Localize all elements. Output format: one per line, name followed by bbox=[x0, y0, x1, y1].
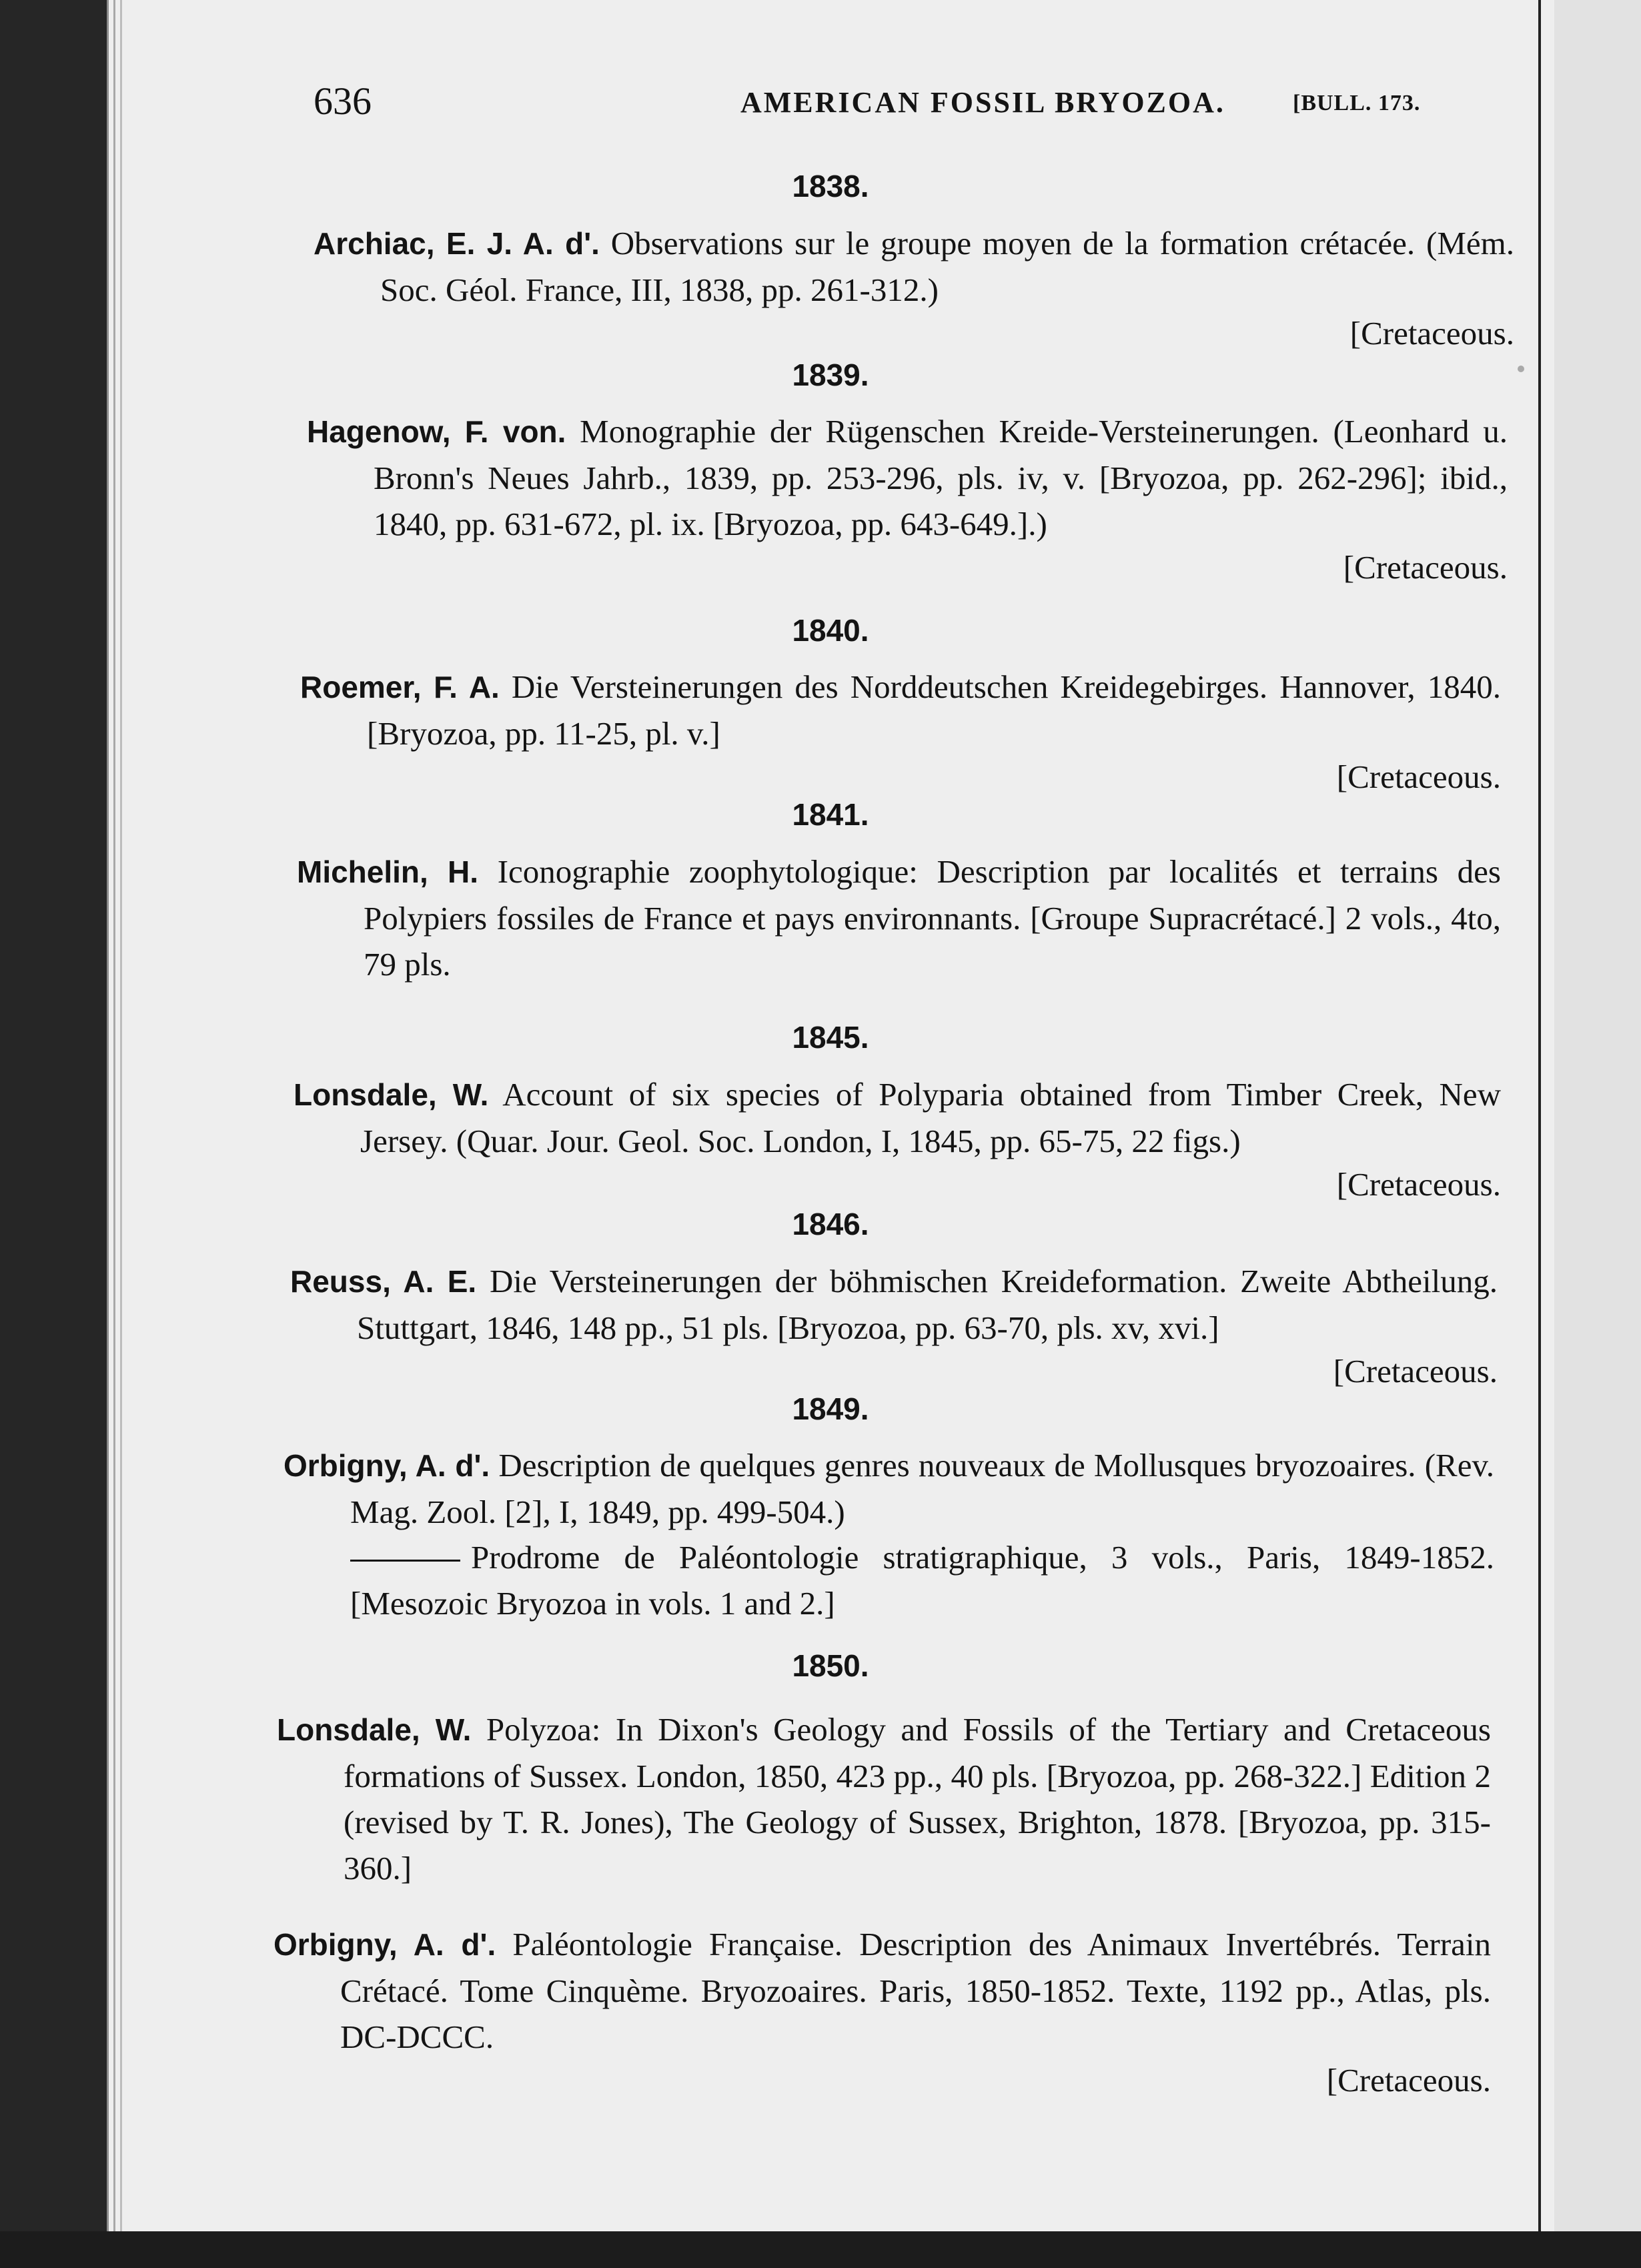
entry-text: Die Versteinerungen des Norddeutschen Kreidegebirges. Hannover, 1840. [Bryozoa, pp. 11-25, pl. v.] bbox=[367, 668, 1502, 752]
entry-author: Lonsdale, W. bbox=[277, 1712, 472, 1747]
page-edge bbox=[113, 0, 115, 2268]
entry-era: [Cretaceous. bbox=[1349, 315, 1514, 352]
entry-text: Observations sur le groupe moyen de la formation crétacée. (Mém. Soc. Géol. France, III, 1838, pp. 261-312.) bbox=[380, 225, 1515, 308]
bulletin-reference: [BULL. 173. bbox=[1293, 91, 1421, 115]
year-heading: 1838. bbox=[792, 169, 869, 203]
page-gutter bbox=[1538, 0, 1541, 2268]
entry-author: Lonsdale, W. bbox=[294, 1077, 489, 1112]
entry-era: [Cretaceous. bbox=[1333, 1353, 1498, 1389]
entry-era: [Cretaceous. bbox=[1336, 1166, 1501, 1203]
bibliography-entry bbox=[290, 1258, 1498, 1394]
page-edge bbox=[107, 0, 109, 2268]
bibliography-entry bbox=[284, 1442, 1494, 1535]
entry-author: Archiac, E. J. A. d'. bbox=[314, 226, 600, 261]
year-heading: 1849. bbox=[792, 1391, 869, 1426]
bibliography-entry bbox=[314, 220, 1514, 356]
entry-text: Monographie der Rügenschen Kreide-Versteinerungen. (Leonhard u. Bronn's Neues Jahrb., 1839, pp. 253-296, pls. iv, v. [Bryozoa, pp. 262-296]; ibid., 1840, pp. 631-672, pl. ix. [Bryozoa, pp. 643-649.].) bbox=[374, 413, 1508, 542]
page-number: 636 bbox=[314, 79, 372, 123]
entry-era: [Cretaceous. bbox=[1336, 758, 1501, 795]
page-header bbox=[107, 79, 1554, 125]
bibliography-entry bbox=[294, 1071, 1501, 1207]
year-heading: 1850. bbox=[792, 1648, 869, 1683]
entry-author: Hagenow, F. von. bbox=[307, 414, 566, 449]
ink-speck bbox=[1518, 366, 1524, 372]
bibliography-entry bbox=[350, 1534, 1494, 1626]
entry-era: [Cretaceous. bbox=[1326, 2062, 1491, 2099]
entry-text: Polyzoa: In Dixon's Geology and Fossils of the Tertiary and Cretaceous formations of Sussex. London, 1850, 423 pp., 40 pls. [Bryozoa, pp. 268-322.] Edition 2 (revised by T. R. Jones), The Geology of Sussex, Brighton, 1878. [Bryozoa, pp. 315-360.] bbox=[344, 1711, 1491, 1886]
bibliography-entry bbox=[274, 1921, 1491, 2103]
entry-text: Prodrome de Paléontologie stratigraphique, 3 vols., Paris, 1849-1852. [Mesozoic Bryozoa in vols. 1 and 2.] bbox=[350, 1539, 1494, 1622]
entry-author: Orbigny, A. d'. bbox=[274, 1927, 496, 1962]
scan-border-bottom bbox=[0, 2231, 1641, 2268]
page-edge bbox=[120, 0, 122, 2268]
facing-page bbox=[1554, 0, 1641, 2268]
bibliography-entry bbox=[307, 408, 1508, 590]
year-heading: 1845. bbox=[792, 1020, 869, 1055]
bibliography-entry bbox=[300, 664, 1501, 800]
year-heading: 1840. bbox=[792, 613, 869, 648]
bibliography-entry bbox=[277, 1706, 1491, 1891]
book-page bbox=[107, 0, 1554, 2268]
year-heading: 1846. bbox=[792, 1207, 869, 1241]
entry-text: Iconographie zoophytologique: Description par localités et terrains des Polypiers fossiles de France et pays environnants. [Groupe Supracrétacé.] 2 vols., 4to, 79 pls. bbox=[364, 853, 1501, 983]
book-edge-left bbox=[0, 0, 107, 2268]
entry-author: Reuss, A. E. bbox=[290, 1264, 477, 1299]
entry-text: Die Versteinerungen der böhmischen Kreideformation. Zweite Abtheilung. Stuttgart, 1846, 148 pp., 51 pls. [Bryozoa, pp. 63-70, pls. xv, xvi.] bbox=[357, 1263, 1498, 1346]
entry-text: Paléontologie Française. Description des Animaux Invertébrés. Terrain Crétacé. Tome Cinquème. Bryozoaires. Paris, 1850-1852. Texte, 1192 pp., Atlas, pls. DC-DCCC. bbox=[340, 1926, 1491, 2055]
running-title: AMERICAN FOSSIL BRYOZOA. bbox=[740, 86, 1225, 119]
entry-author: Michelin, H. bbox=[297, 855, 479, 889]
year-heading: 1841. bbox=[792, 797, 869, 832]
entry-text: Description de quelques genres nouveaux de Mollusques bryozoaires. (Rev. Mag. Zool. [2], I, 1849, pp. 499-504.) bbox=[350, 1447, 1495, 1530]
entry-author: Orbigny, A. d'. bbox=[284, 1448, 490, 1483]
entry-era: [Cretaceous. bbox=[1343, 549, 1508, 586]
entry-author: Roemer, F. A. bbox=[300, 670, 500, 704]
bibliography-entry bbox=[297, 848, 1501, 987]
ditto-dash bbox=[350, 1560, 460, 1562]
entry-text: Account of six species of Polyparia obtained from Timber Creek, New Jersey. (Quar. Jour. Geol. Soc. London, I, 1845, pp. 65-75, 22 figs.) bbox=[360, 1076, 1501, 1159]
year-heading: 1839. bbox=[792, 358, 869, 392]
